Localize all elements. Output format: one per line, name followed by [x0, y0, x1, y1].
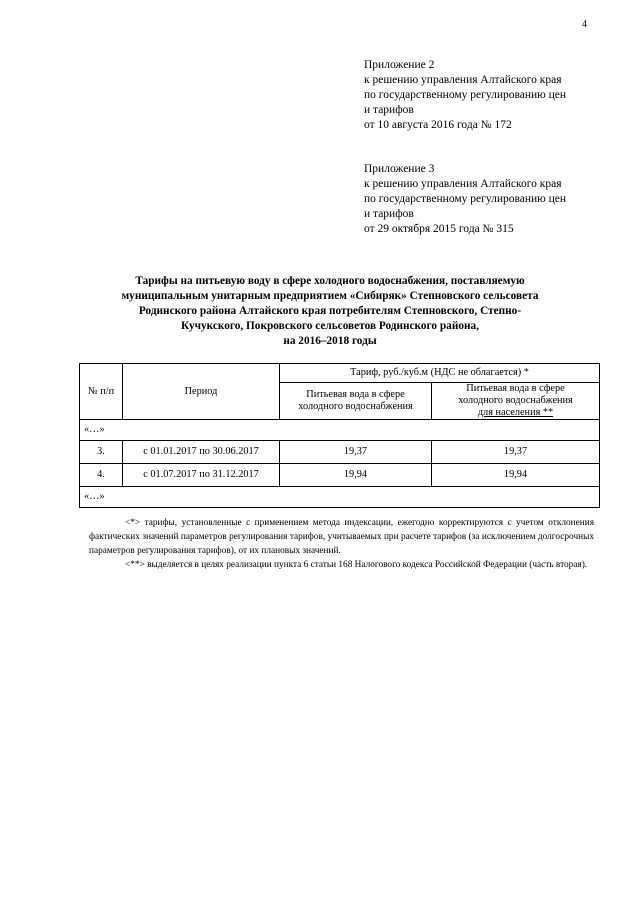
table-row: [80, 464, 600, 487]
ellipsis-row-top: «…»: [80, 420, 600, 441]
row-tariff-population: 19,94: [432, 464, 600, 487]
header-sub-line: для населения **: [477, 407, 554, 418]
header-sub-line: Питьевая вода в сфере: [466, 383, 565, 394]
row-number: 3.: [80, 441, 123, 464]
appendix-2-line: по государственному регулированию цен: [364, 89, 567, 101]
header-cold-water: Питьевая вода в сфере холодного водоснабжения: [280, 383, 432, 420]
row-period: с 01.07.2017 по 31.12.2017: [123, 464, 280, 487]
header-sub-line: холодного водоснабжения: [458, 395, 573, 406]
appendix-2-line: от 10 августа 2016 года № 172: [364, 119, 512, 131]
page-number: 4: [582, 19, 587, 30]
row-period: с 01.01.2017 по 30.06.2017: [123, 441, 280, 464]
row-tariff: 19,94: [280, 464, 432, 487]
row-number: 4.: [80, 464, 123, 487]
tariff-table: [79, 363, 600, 508]
table-row: [80, 441, 600, 464]
footnote-2: <**> выделяется в целях реализации пункта 6 статьи 168 Налогового кодекса Российской Федерации (часть вторая).: [125, 560, 588, 570]
appendix-3-line: и тарифов: [364, 208, 414, 220]
appendix-3-line: к решению управления Алтайского края: [364, 178, 562, 190]
document-title: [60, 274, 600, 349]
appendix-3-line: от 29 октября 2015 года № 315: [364, 223, 514, 235]
title-line: муниципальным унитарным предприятием «Сибиряк» Степновского сельсовета: [121, 290, 539, 302]
appendix-2-line: и тарифов: [364, 104, 414, 116]
appendix-3-header: [364, 162, 624, 237]
appendix-3-line: Приложение 3: [364, 163, 435, 175]
row-tariff-population: 19,37: [432, 441, 600, 464]
footnote-1: <*> тарифы, установленные с применением метода индексации, ежегодно корректируются с учетом отклонения фактических значений параметров регулирования тарифов, учитываемых при расчете тарифов (за исключением долгосрочных параметров регулирования тарифов), от их плановых значений.: [89, 518, 594, 556]
footnotes: [89, 516, 594, 572]
ellipsis-row-bottom: «…»: [80, 487, 600, 508]
title-line: Тарифы на питьевую воду в сфере холодного водоснабжения, поставляемую: [135, 275, 525, 287]
appendix-2-line: к решению управления Алтайского края: [364, 74, 562, 86]
appendix-3-line: по государственному регулированию цен: [364, 193, 567, 205]
title-line: Кучукского, Покровского сельсоветов Родинского района,: [181, 320, 479, 332]
header-cold-water-population: [432, 383, 600, 420]
appendix-2-line: Приложение 2: [364, 59, 435, 71]
appendix-2-header: [364, 58, 624, 133]
header-number: № п/п: [80, 364, 123, 420]
header-period: Период: [123, 364, 280, 420]
title-line: на 2016–2018 годы: [283, 335, 377, 347]
header-tariff: Тариф, руб./куб.м (НДС не облагается) *: [280, 364, 600, 383]
title-line: Родинского района Алтайского края потребителям Степновского, Степно-: [138, 305, 522, 317]
row-tariff: 19,37: [280, 441, 432, 464]
